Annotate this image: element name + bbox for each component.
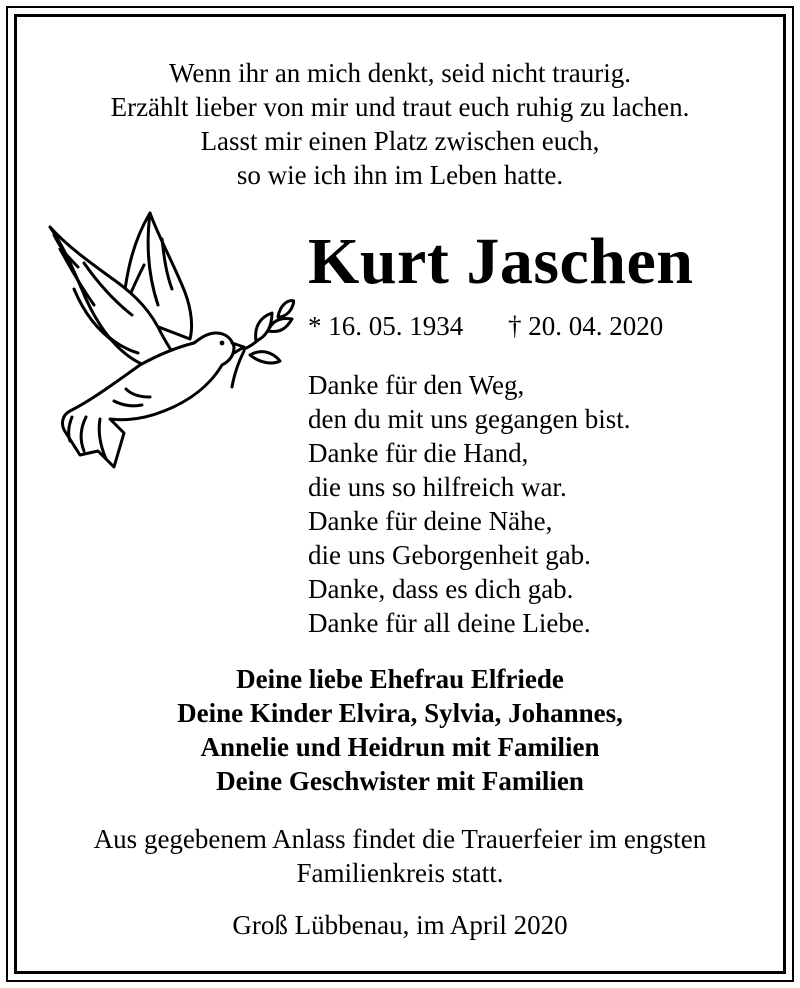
funeral-notice [20, 822, 780, 890]
place-and-date: Groß Lübbenau, im April 2020 [232, 910, 568, 940]
poem-line: Lasst mir einen Platz zwischen euch, [200, 126, 600, 156]
notice-line: Familienkreis statt. [296, 858, 504, 888]
death-date: † 20. 04. 2020 [508, 311, 664, 341]
dove-with-olive-branch-icon [40, 205, 295, 480]
birth-date: * 16. 05. 1934 [308, 311, 464, 341]
mourner-line: Annelie und Heidrun mit Familien [200, 732, 600, 762]
notice-line: Aus gegebenem Anlass findet die Trauerfeier im engsten [93, 824, 707, 854]
thanks-line: Danke für deine Nähe, [308, 506, 553, 536]
opening-poem [20, 56, 780, 192]
mourner-line: Deine Geschwister mit Familien [216, 766, 584, 796]
deceased-name: Kurt Jaschen [308, 225, 694, 298]
mourner-line: Deine liebe Ehefrau Elfriede [236, 664, 564, 694]
poem-line: Erzählt lieber von mir und traut euch ruhig zu lachen. [110, 92, 690, 122]
thanks-line: Danke für die Hand, [308, 438, 529, 468]
thanks-line: Danke für all deine Liebe. [308, 608, 591, 638]
mourners-list [20, 662, 780, 798]
poem-line: Wenn ihr an mich denkt, seid nicht traurig. [169, 58, 631, 88]
poem-line: so wie ich ihn im Leben hatte. [236, 160, 564, 190]
mourner-line: Deine Kinder Elvira, Sylvia, Johannes, [177, 698, 623, 728]
life-dates [308, 308, 663, 344]
thanks-line: den du mit uns gegangen bist. [308, 404, 631, 434]
thanks-line: die uns so hilfreich war. [308, 472, 567, 502]
thanks-poem [308, 368, 630, 640]
thanks-line: Danke, dass es dich gab. [308, 574, 574, 604]
thanks-line: die uns Geborgenheit gab. [308, 540, 591, 570]
thanks-line: Danke für den Weg, [308, 370, 525, 400]
